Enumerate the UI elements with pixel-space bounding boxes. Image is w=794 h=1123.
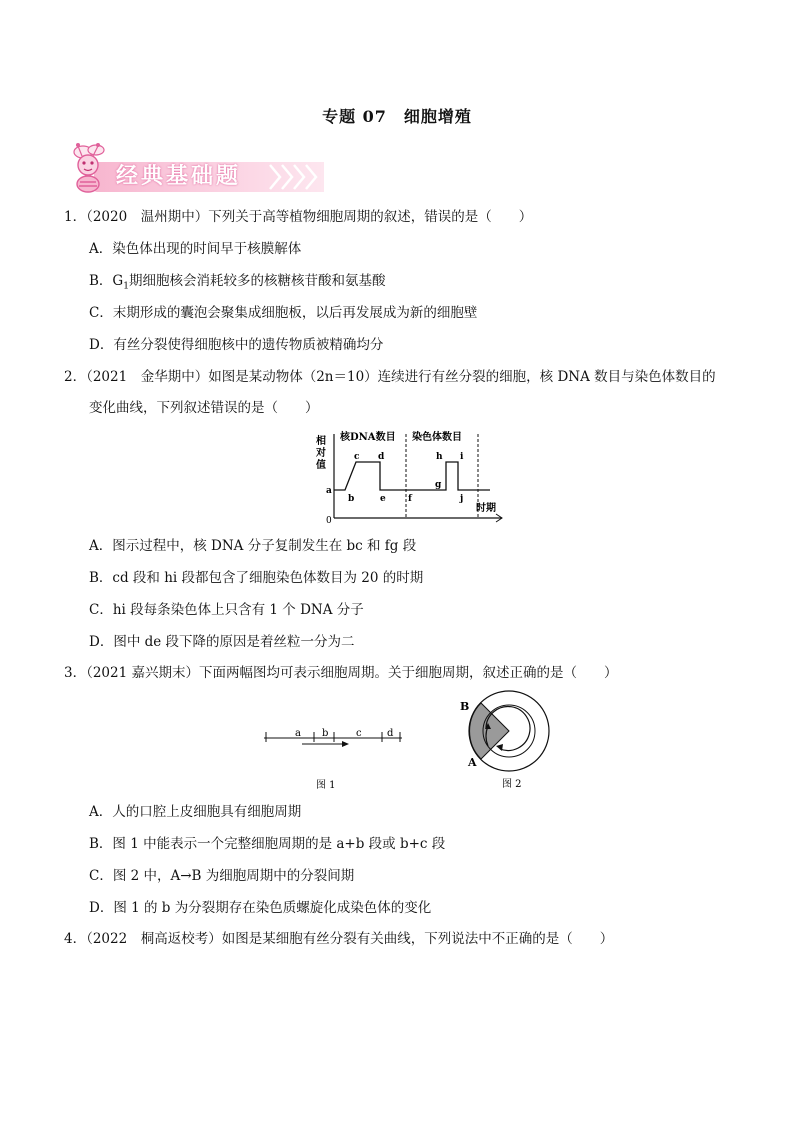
question-2-option-a: A．图示过程中，核 DNA 分子复制发生在 bc 和 fg 段 (89, 538, 417, 554)
question-4-stem: 4．（2022 桐高返校考）如图是某细胞有丝分裂有关曲线，下列说法中不正确的是（ ） (64, 931, 614, 947)
point-c: c (354, 452, 360, 462)
label-a: A (468, 756, 477, 769)
question-1-option-d: D．有丝分裂使得细胞核中的遗传物质被精确均分 (89, 337, 384, 353)
question-3-stem: 3．（2021 嘉兴期末）下面两幅图均可表示细胞周期。关于细胞周期，叙述正确的是（ ） (64, 665, 618, 681)
question-2-option-c: C．hi 段每条染色体上只含有 1 个 DNA 分子 (89, 602, 364, 618)
segment-d: d (387, 728, 394, 739)
question-2-option-d: D．图中 de 段下降的原因是着丝粒一分为二 (89, 634, 355, 650)
question-3-option-c: C．图 2 中，A→B 为细胞周期中的分裂间期 (89, 868, 355, 884)
dna-chromosome-chart (312, 428, 508, 524)
cell-cycle-figure-2 (456, 688, 566, 794)
point-b: b (348, 494, 355, 504)
cell-cycle-figure-1 (262, 718, 408, 794)
x-label: 时期 (476, 503, 496, 514)
option-b-suffix: 期细胞核会消耗较多的核糖核苷酸和氨基酸 (128, 273, 386, 289)
question-2-stem-line-2: 变化曲线，下列叙述错误的是（ ） (89, 400, 319, 416)
dna-curve (334, 462, 406, 490)
figure-1-caption: 图 1 (316, 780, 336, 791)
section-banner (66, 140, 326, 194)
question-2-stem-line-1: 2．（2021 金华期中）如图是某动物体（2n＝10）连续进行有丝分裂的细胞，核 DNA 数目与染色体数目的 (64, 369, 716, 385)
label-b: B (460, 700, 470, 713)
section-label-chromosome: 染色体数目 (412, 432, 462, 443)
question-1-option-b (89, 272, 385, 296)
point-a: a (326, 486, 332, 496)
option-b-prefix: B．G (89, 273, 124, 289)
chromosome-curve (406, 462, 490, 490)
point-f: f (408, 494, 412, 504)
point-i: i (460, 452, 464, 462)
y-label-2: 对 (316, 448, 326, 459)
bee-mascot-icon (66, 140, 118, 194)
direction-arrowhead (342, 741, 349, 747)
origin-label: 0 (326, 516, 332, 524)
point-d: d (378, 452, 385, 462)
segment-a: a (295, 728, 301, 739)
segment-c: c (356, 728, 362, 739)
page-title: 专题 07 细胞增殖 (322, 107, 472, 126)
figure-2-caption: 图 2 (502, 779, 522, 790)
point-j: j (460, 494, 464, 504)
question-1-stem: 1．（2020 温州期中）下列关于高等植物细胞周期的叙述，错误的是（ ） (64, 209, 533, 225)
option-b-subscript: 1 (123, 281, 129, 292)
point-e: e (380, 494, 386, 504)
question-1-option-c: C．末期形成的囊泡会聚集成细胞板，以后再发展成为新的细胞壁 (89, 305, 478, 321)
chevrons-icon (266, 162, 326, 192)
segment-b: b (322, 728, 329, 739)
question-2-option-b: B．cd 段和 hi 段都包含了细胞染色体数目为 20 的时期 (89, 570, 424, 586)
question-3-option-a: A．人的口腔上皮细胞具有细胞周期 (89, 804, 302, 820)
section-label-dna: 核DNA数目 (340, 432, 396, 443)
point-h: h (436, 452, 443, 462)
point-g: g (435, 480, 442, 490)
question-3-option-b: B．图 1 中能表示一个完整细胞周期的是 a+b 段或 b+c 段 (89, 836, 446, 852)
y-label-3: 值 (316, 460, 326, 471)
question-3-option-d: D．图 1 的 b 为分裂期存在染色质螺旋化成染色体的变化 (89, 900, 432, 916)
banner-title: 经典基础题 (116, 164, 242, 189)
y-label-1: 相 (316, 436, 326, 447)
question-1-option-a: A．染色体出现的时间早于核膜解体 (89, 241, 302, 257)
